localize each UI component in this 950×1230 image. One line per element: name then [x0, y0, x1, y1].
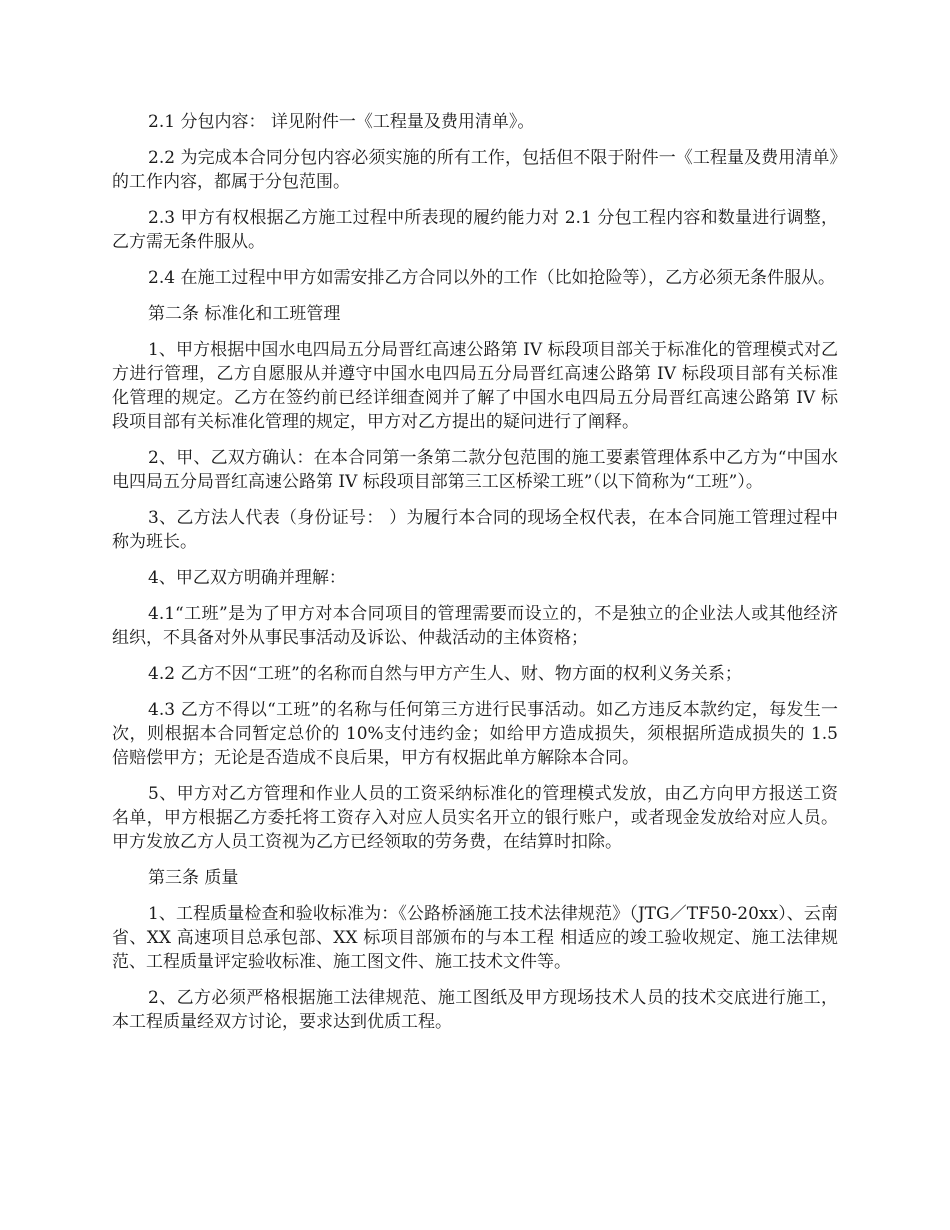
clause-2-4: 2.4 在施工过程中甲方如需安排乙方合同以外的工作（比如抢险等），乙方必须无条件服从。 [148, 268, 835, 288]
article-2-item-4-1: 4.1“工班”是为了甲方对本合同项目的管理需要而设立的，不是独立的企业法人或其他经济组织，不具备对外从事民事活动及诉讼、仲裁活动的主体资格； [112, 604, 838, 648]
clause-2-1: 2.1 分包内容： 详见附件一《工程量及费用清单》。 [148, 112, 535, 132]
article-2-item-1: 1、甲方根据中国水电四局五分局晋红高速公路第 IV 标段项目部关于标准化的管理模式对乙方进行管理，乙方自愿服从并遵守中国水电四局五分局晋红高速公路第 IV 标段项目部有关标准化管理的规定。乙方在签约前已经详细查阅并了解了中国水电四局五分局晋红高速公路第 IV 标段项目部有关标准化管理的规定，甲方对乙方提出的疑问进行了阐释。 [112, 340, 838, 432]
article-2-item-4-3: 4.3 乙方不得以“工班”的名称与任何第三方进行民事活动。如乙方违反本款约定，每发生一次，则根据本合同暂定总价的 10%支付违约金；如给甲方造成损失，须根据所造成损失的 1.5 倍赔偿甲方；无论是否造成不良后果，甲方有权据此单方解除本合同。 [112, 700, 838, 768]
section-heading-article-3: 第三条 质量 [148, 868, 239, 888]
article-3-item-2: 2、乙方必须严格根据施工法律规范、施工图纸及甲方现场技术人员的技术交底进行施工，本工程质量经双方讨论，要求达到优质工程。 [112, 988, 838, 1032]
article-2-item-4-2: 4.2 乙方不因“工班”的名称而自然与甲方产生人、财、物方面的权利义务关系； [148, 664, 742, 684]
section-heading-article-2: 第二条 标准化和工班管理 [148, 304, 341, 324]
clause-2-2: 2.2 为完成本合同分包内容必须实施的所有工作，包括但不限于附件一《工程量及费用清单》的工作内容，都属于分包范围。 [112, 148, 838, 192]
article-3-item-1: 1、工程质量检查和验收标准为：《公路桥涵施工技术法律规范》（JTG／TF50-20xx）、云南省、XX 高速项目总承包部、XX 标项目部颁布的与本工程 相适应的竣工验收规定、施工法律规范、工程质量评定验收标准、施工图文件、施工技术文件等。 [112, 904, 838, 972]
article-2-item-4: 4、甲乙双方明确并理解： [148, 568, 346, 588]
article-2-item-3: 3、乙方法人代表（身份证号： ）为履行本合同的现场全权代表，在本合同施工管理过程中称为班长。 [112, 508, 838, 552]
clause-2-3: 2.3 甲方有权根据乙方施工过程中所表现的履约能力对 2.1 分包工程内容和数量进行调整，乙方需无条件服从。 [112, 208, 838, 252]
article-2-item-5: 5、甲方对乙方管理和作业人员的工资采纳标准化的管理模式发放，由乙方向甲方报送工资名单，甲方根据乙方委托将工资存入对应人员实名开立的银行账户，或者现金发放给对应人员。甲方发放乙方人员工资视为乙方已经领取的劳务费，在结算时扣除。 [112, 784, 838, 852]
article-2-item-2: 2、甲、乙双方确认：在本合同第一条第二款分包范围的施工要素管理体系中乙方为“中国水电四局五分局晋红高速公路第 IV 标段项目部第三工区桥梁工班”（以下简称为“工班”）。 [112, 448, 838, 492]
